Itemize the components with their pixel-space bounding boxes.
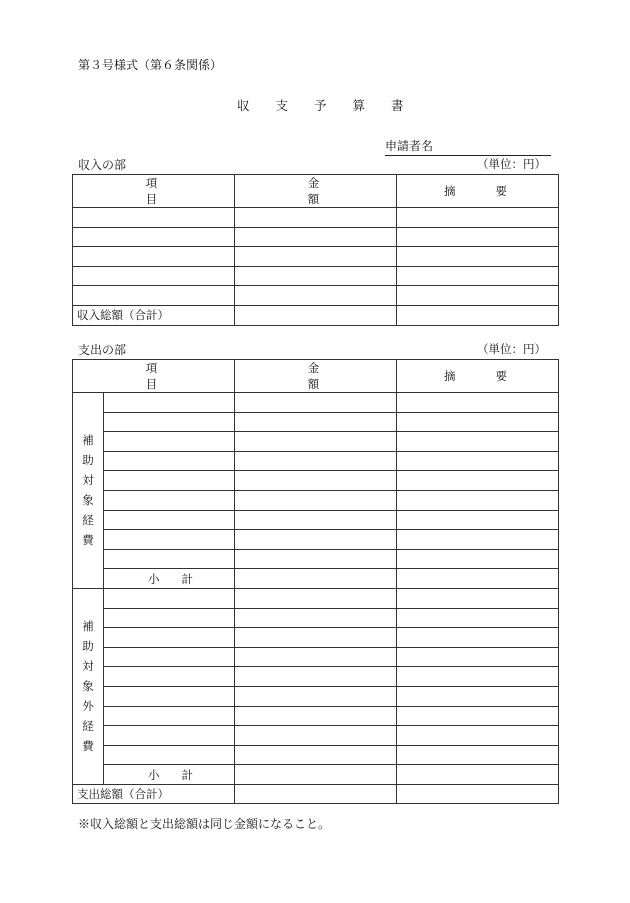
table-row	[73, 490, 559, 510]
income-header-amount: 金額	[235, 175, 397, 208]
expense-header-amount: 金額	[235, 360, 397, 393]
expense-item-cell[interactable]	[104, 549, 235, 569]
income-total-row	[73, 305, 559, 325]
expense-table	[72, 359, 559, 804]
expense-amount-cell[interactable]	[235, 667, 397, 687]
expense-amount-cell[interactable]	[235, 471, 397, 491]
non-eligible-expenses-label: 補助対象外経費	[73, 588, 104, 784]
income-amount-cell[interactable]	[235, 208, 397, 228]
eligible-subtotal-row	[73, 569, 559, 589]
table-row	[73, 266, 559, 286]
expense-item-cell[interactable]	[104, 647, 235, 667]
expense-amount-cell[interactable]	[235, 588, 397, 608]
income-summary-cell[interactable]	[397, 208, 559, 228]
income-header-item: 項目	[73, 175, 235, 208]
document-title: 収支予算書	[237, 98, 430, 113]
table-row	[73, 686, 559, 706]
expense-amount-cell[interactable]	[235, 490, 397, 510]
expense-amount-cell[interactable]	[235, 549, 397, 569]
table-row	[73, 667, 559, 687]
expense-header-item: 項目	[73, 360, 235, 393]
expense-amount-cell[interactable]	[235, 686, 397, 706]
income-summary-cell[interactable]	[397, 286, 559, 306]
table-row	[73, 647, 559, 667]
income-amount-cell[interactable]	[235, 286, 397, 306]
expense-item-cell[interactable]	[104, 608, 235, 628]
expense-total-label: 支出総額（合計）	[73, 784, 235, 804]
expense-item-cell[interactable]	[104, 490, 235, 510]
expense-amount-cell[interactable]	[235, 530, 397, 550]
expense-header-row	[73, 360, 559, 393]
expense-item-cell[interactable]	[104, 510, 235, 530]
expense-total-row	[73, 784, 559, 804]
expense-summary-cell[interactable]	[397, 647, 559, 667]
expense-amount-cell[interactable]	[235, 393, 397, 413]
expense-amount-cell[interactable]	[235, 706, 397, 726]
expense-item-cell[interactable]	[104, 412, 235, 432]
income-total-summary-cell[interactable]	[397, 305, 559, 325]
expense-summary-cell[interactable]	[397, 510, 559, 530]
expense-item-cell[interactable]	[104, 471, 235, 491]
expense-summary-cell[interactable]	[397, 588, 559, 608]
table-row	[73, 412, 559, 432]
income-total-label: 収入総額（合計）	[73, 305, 235, 325]
non-eligible-subtotal-amount-cell[interactable]	[235, 765, 397, 785]
table-row	[73, 510, 559, 530]
expense-item-cell[interactable]	[104, 451, 235, 471]
income-header-summary: 摘要	[397, 175, 559, 208]
expense-summary-cell[interactable]	[397, 412, 559, 432]
expense-section-label: 支出の部	[78, 343, 127, 357]
table-row	[73, 247, 559, 267]
income-section-label: 収入の部	[78, 158, 127, 172]
income-summary-cell[interactable]	[397, 247, 559, 267]
expense-total-summary-cell[interactable]	[397, 784, 559, 804]
expense-amount-cell[interactable]	[235, 432, 397, 452]
expense-summary-cell[interactable]	[397, 471, 559, 491]
expense-amount-cell[interactable]	[235, 628, 397, 648]
table-row	[73, 208, 559, 228]
table-row	[73, 588, 559, 608]
income-total-amount-cell[interactable]	[235, 305, 397, 325]
income-table	[72, 174, 559, 326]
income-amount-cell[interactable]	[235, 266, 397, 286]
expense-summary-cell[interactable]	[397, 393, 559, 413]
expense-amount-cell[interactable]	[235, 745, 397, 765]
non-eligible-subtotal-row	[73, 765, 559, 785]
table-row	[73, 726, 559, 746]
table-row	[73, 745, 559, 765]
non-eligible-subtotal-summary-cell[interactable]	[397, 765, 559, 785]
eligible-subtotal-label: 小計	[104, 569, 235, 589]
income-item-cell[interactable]	[73, 286, 235, 306]
expense-summary-cell[interactable]	[397, 726, 559, 746]
income-unit-label: （単位：円）	[477, 157, 546, 171]
expense-item-cell[interactable]	[104, 432, 235, 452]
expense-item-cell[interactable]	[104, 530, 235, 550]
expense-summary-cell[interactable]	[397, 530, 559, 550]
table-row	[73, 628, 559, 648]
table-row	[73, 432, 559, 452]
table-row	[73, 471, 559, 491]
non-eligible-subtotal-label: 小計	[104, 765, 235, 785]
expense-item-cell[interactable]	[104, 706, 235, 726]
table-row	[73, 530, 559, 550]
table-row	[73, 286, 559, 306]
expense-summary-cell[interactable]	[397, 432, 559, 452]
applicant-name-field[interactable]: 申請者名	[385, 137, 551, 156]
income-item-cell[interactable]	[73, 247, 235, 267]
table-row	[73, 227, 559, 247]
table-row	[73, 608, 559, 628]
expense-summary-cell[interactable]	[397, 745, 559, 765]
expense-amount-cell[interactable]	[235, 510, 397, 530]
expense-summary-cell[interactable]	[397, 628, 559, 648]
eligible-subtotal-summary-cell[interactable]	[397, 569, 559, 589]
expense-amount-cell[interactable]	[235, 647, 397, 667]
form-number: 第３号様式（第６条関係）	[78, 58, 223, 72]
income-header-row	[73, 175, 559, 208]
footnote: ※収入総額と支出総額は同じ金額になること。	[78, 817, 331, 831]
table-row	[73, 549, 559, 569]
eligible-expenses-label: 補助対象経費	[73, 393, 104, 589]
expense-item-cell[interactable]	[104, 667, 235, 687]
expense-item-cell[interactable]	[104, 588, 235, 608]
income-summary-cell[interactable]	[397, 227, 559, 247]
expense-summary-cell[interactable]	[397, 686, 559, 706]
expense-amount-cell[interactable]	[235, 608, 397, 628]
table-row	[73, 393, 559, 413]
income-item-cell[interactable]	[73, 208, 235, 228]
income-item-cell[interactable]	[73, 227, 235, 247]
expense-item-cell[interactable]	[104, 726, 235, 746]
expense-summary-cell[interactable]	[397, 451, 559, 471]
table-row	[73, 451, 559, 471]
expense-item-cell[interactable]	[104, 745, 235, 765]
expense-amount-cell[interactable]	[235, 412, 397, 432]
expense-unit-label: （単位：円）	[477, 342, 546, 356]
eligible-subtotal-amount-cell[interactable]	[235, 569, 397, 589]
income-summary-cell[interactable]	[397, 266, 559, 286]
expense-amount-cell[interactable]	[235, 451, 397, 471]
expense-summary-cell[interactable]	[397, 667, 559, 687]
expense-item-cell[interactable]	[104, 393, 235, 413]
expense-summary-cell[interactable]	[397, 549, 559, 569]
expense-total-amount-cell[interactable]	[235, 784, 397, 804]
income-amount-cell[interactable]	[235, 247, 397, 267]
expense-item-cell[interactable]	[104, 686, 235, 706]
expense-summary-cell[interactable]	[397, 706, 559, 726]
expense-summary-cell[interactable]	[397, 490, 559, 510]
expense-header-summary: 摘要	[397, 360, 559, 393]
expense-item-cell[interactable]	[104, 628, 235, 648]
expense-amount-cell[interactable]	[235, 726, 397, 746]
income-item-cell[interactable]	[73, 266, 235, 286]
table-row	[73, 706, 559, 726]
income-amount-cell[interactable]	[235, 227, 397, 247]
expense-summary-cell[interactable]	[397, 608, 559, 628]
